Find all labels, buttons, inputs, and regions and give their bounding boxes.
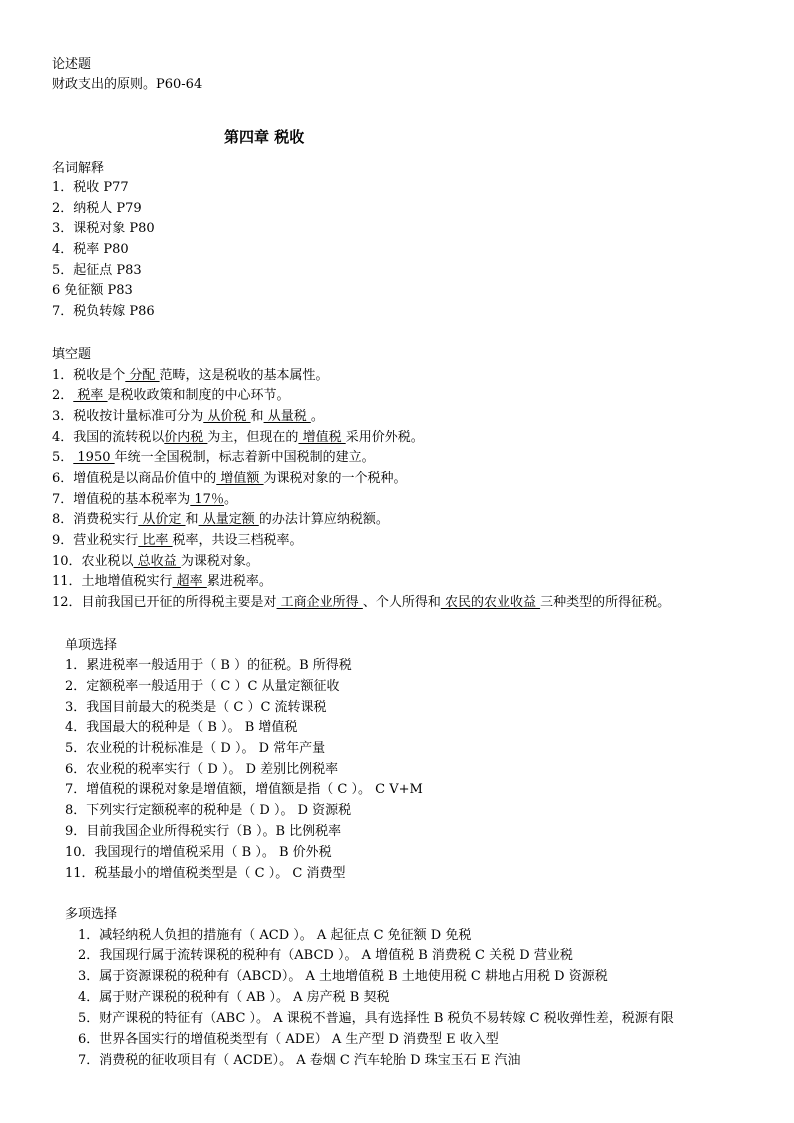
chapter-title: 第四章 税收: [224, 128, 305, 146]
answer-blank: 总收益: [133, 554, 181, 569]
answer-blank: 分配: [125, 368, 160, 383]
fill-blank-item: [52, 552, 259, 572]
single-choice-item: 1．累进税率一般适用于（ B ）的征税。B 所得税: [65, 658, 352, 673]
question-text: 11．土地增值税实行: [52, 574, 173, 589]
fill-blank-item: [52, 428, 424, 448]
question-text: 和: [250, 409, 264, 424]
definition-item: 1．税收 P77: [52, 180, 129, 195]
fill-blank-item: [52, 448, 375, 468]
fill-blank-item: [52, 386, 290, 406]
single-choice-item: 3．我国目前最大的税类是（ C ）C 流转课税: [65, 700, 327, 715]
question-text: 4．我国的流转税以: [52, 430, 165, 445]
multi-choice-item: 4．属于财产课税的税种有（ AB ）。 A 房产税 B 契税: [78, 990, 390, 1005]
definition-item: 3．课税对象 P80: [52, 221, 155, 236]
fill-blank-item: [52, 407, 324, 427]
question-text: 是税收政策和制度的中心环节。: [107, 388, 290, 403]
question-text: 9．营业税实行: [52, 533, 139, 548]
multi-choice-item: 7．消费税的征收项目有（ ACDE）。 A 卷烟 C 汽车轮胎 D 珠宝玉石 E 汽油: [78, 1053, 521, 1068]
definition-item: 5．起征点 P83: [52, 263, 142, 278]
answer-blank: 农民的农业收益: [440, 595, 541, 610]
question-text: 10．农业税以: [52, 554, 134, 569]
question-text: 和: [185, 512, 199, 527]
single-choice-item: 2．定额税率一般适用于（ C ）C 从量定额征收: [65, 679, 340, 694]
question-text: 范畴，这是税收的基本属性。: [159, 368, 329, 383]
answer-blank: 1950: [73, 450, 115, 465]
definition-item: 7．税负转嫁 P86: [52, 304, 155, 319]
question-text: 3．税收按计量标准可分为: [52, 409, 204, 424]
definition-item: 4．税率 P80: [52, 242, 129, 257]
fill-blank-item: [52, 469, 407, 489]
answer-blank: 工商企业所得: [276, 595, 363, 610]
answer-blank: 价内税: [164, 430, 208, 445]
answer-blank: 从价定: [138, 512, 186, 527]
question-text: 2．: [52, 388, 74, 403]
question-text: 为主，但现在的: [207, 430, 299, 445]
multi-choice-item: 2．我国现行属于流转课税的税种有（ABCD ）。 A 增值税 B 消费税 C 关税 D 营业税: [78, 948, 573, 963]
answer-blank: 税率: [73, 388, 108, 403]
fill-blank-item: [52, 366, 329, 386]
essay-question: 财政支出的原则。P60-64: [52, 77, 203, 92]
answer-blank: 超率: [172, 574, 207, 589]
answer-blank: 增值额: [216, 471, 264, 486]
single-choice-item: 9．目前我国企业所得税实行（B ）。B 比例税率: [65, 824, 342, 839]
multi-choice-item: 3．属于资源课税的税种有（ABCD）。 A 土地增值税 B 土地使用税 C 耕地占用税 D 资源税: [78, 969, 608, 984]
question-text: 12．目前我国已开征的所得税主要是对: [52, 595, 277, 610]
single-choice-item: 6．农业税的税率实行（ D ）。 D 差别比例税率: [65, 762, 339, 777]
question-text: 年统一全国税制，标志着新中国税制的建立。: [114, 450, 375, 465]
definition-item: 6 免征额 P83: [52, 283, 133, 298]
single-choice-item: 5．农业税的计税标准是（ D ）。 D 常年产量: [65, 741, 326, 756]
multi-choice-heading: 多项选择: [65, 907, 118, 922]
question-text: 为课税对象的一个税种。: [263, 471, 407, 486]
question-text: 7．增值税的基本税率为: [52, 492, 191, 507]
definition-item: 2．纳税人 P79: [52, 201, 142, 216]
answer-blank: 17％: [190, 492, 224, 507]
multi-choice-item: 1．减轻纳税人负担的措施有（ ACD ）。 A 起征点 C 免征额 D 免税: [78, 928, 472, 943]
question-text: 8．消费税实行: [52, 512, 139, 527]
fill-blank-item: [52, 572, 272, 592]
fill-blank-item: [52, 531, 303, 551]
question-text: 。: [223, 492, 237, 507]
fill-blank-item: [52, 510, 389, 530]
fill-blank-item: [52, 490, 237, 510]
question-text: 采用价外税。: [345, 430, 424, 445]
fill-blank-item: [52, 593, 670, 613]
single-choice-item: 4．我国最大的税种是（ B ）。 B 增值税: [65, 720, 298, 735]
answer-blank: 从量税: [263, 409, 311, 424]
answer-blank: 增值税: [298, 430, 346, 445]
question-text: 6．增值税是以商品价值中的: [52, 471, 217, 486]
answer-blank: 比率: [138, 533, 173, 548]
single-choice-item: 8．下列实行定额税率的税种是（ D ）。 D 资源税: [65, 803, 352, 818]
question-text: 的办法计算应纳税额。: [258, 512, 389, 527]
answer-blank: 从价税: [203, 409, 251, 424]
question-text: 累进税率。: [206, 574, 272, 589]
essay-heading: 论述题: [52, 57, 92, 72]
multi-choice-item: 6．世界各国实行的增值税类型有（ ADE） A 生产型 D 消费型 E 收入型: [78, 1032, 499, 1047]
definitions-heading: 名词解释: [52, 161, 105, 176]
single-choice-item: 7．增值税的课税对象是增值额，增值额是指（ C ）。 C V+M: [65, 782, 423, 797]
single-choice-item: 10．我国现行的增值税采用（ B ）。 B 价外税: [65, 845, 332, 860]
question-text: 。: [310, 409, 324, 424]
multi-choice-item: 5．财产课税的特征有（ABC ）。 A 课税不普遍，具有选择性 B 税负不易转嫁 C 税收弹性差，税源有限: [78, 1011, 674, 1026]
question-text: 三种类型的所得征税。: [540, 595, 671, 610]
question-text: 5．: [52, 450, 74, 465]
fill-blank-heading: 填空题: [52, 347, 92, 362]
question-text: 税率，共设三档税率。: [172, 533, 303, 548]
question-text: 、个人所得和: [362, 595, 441, 610]
question-text: 1．税收是个: [52, 368, 126, 383]
answer-blank: 从量定额: [198, 512, 259, 527]
single-choice-item: 11．税基最小的增值税类型是（ C ）。 C 消费型: [65, 866, 346, 881]
single-choice-heading: 单项选择: [65, 638, 118, 653]
question-text: 为课税对象。: [180, 554, 259, 569]
